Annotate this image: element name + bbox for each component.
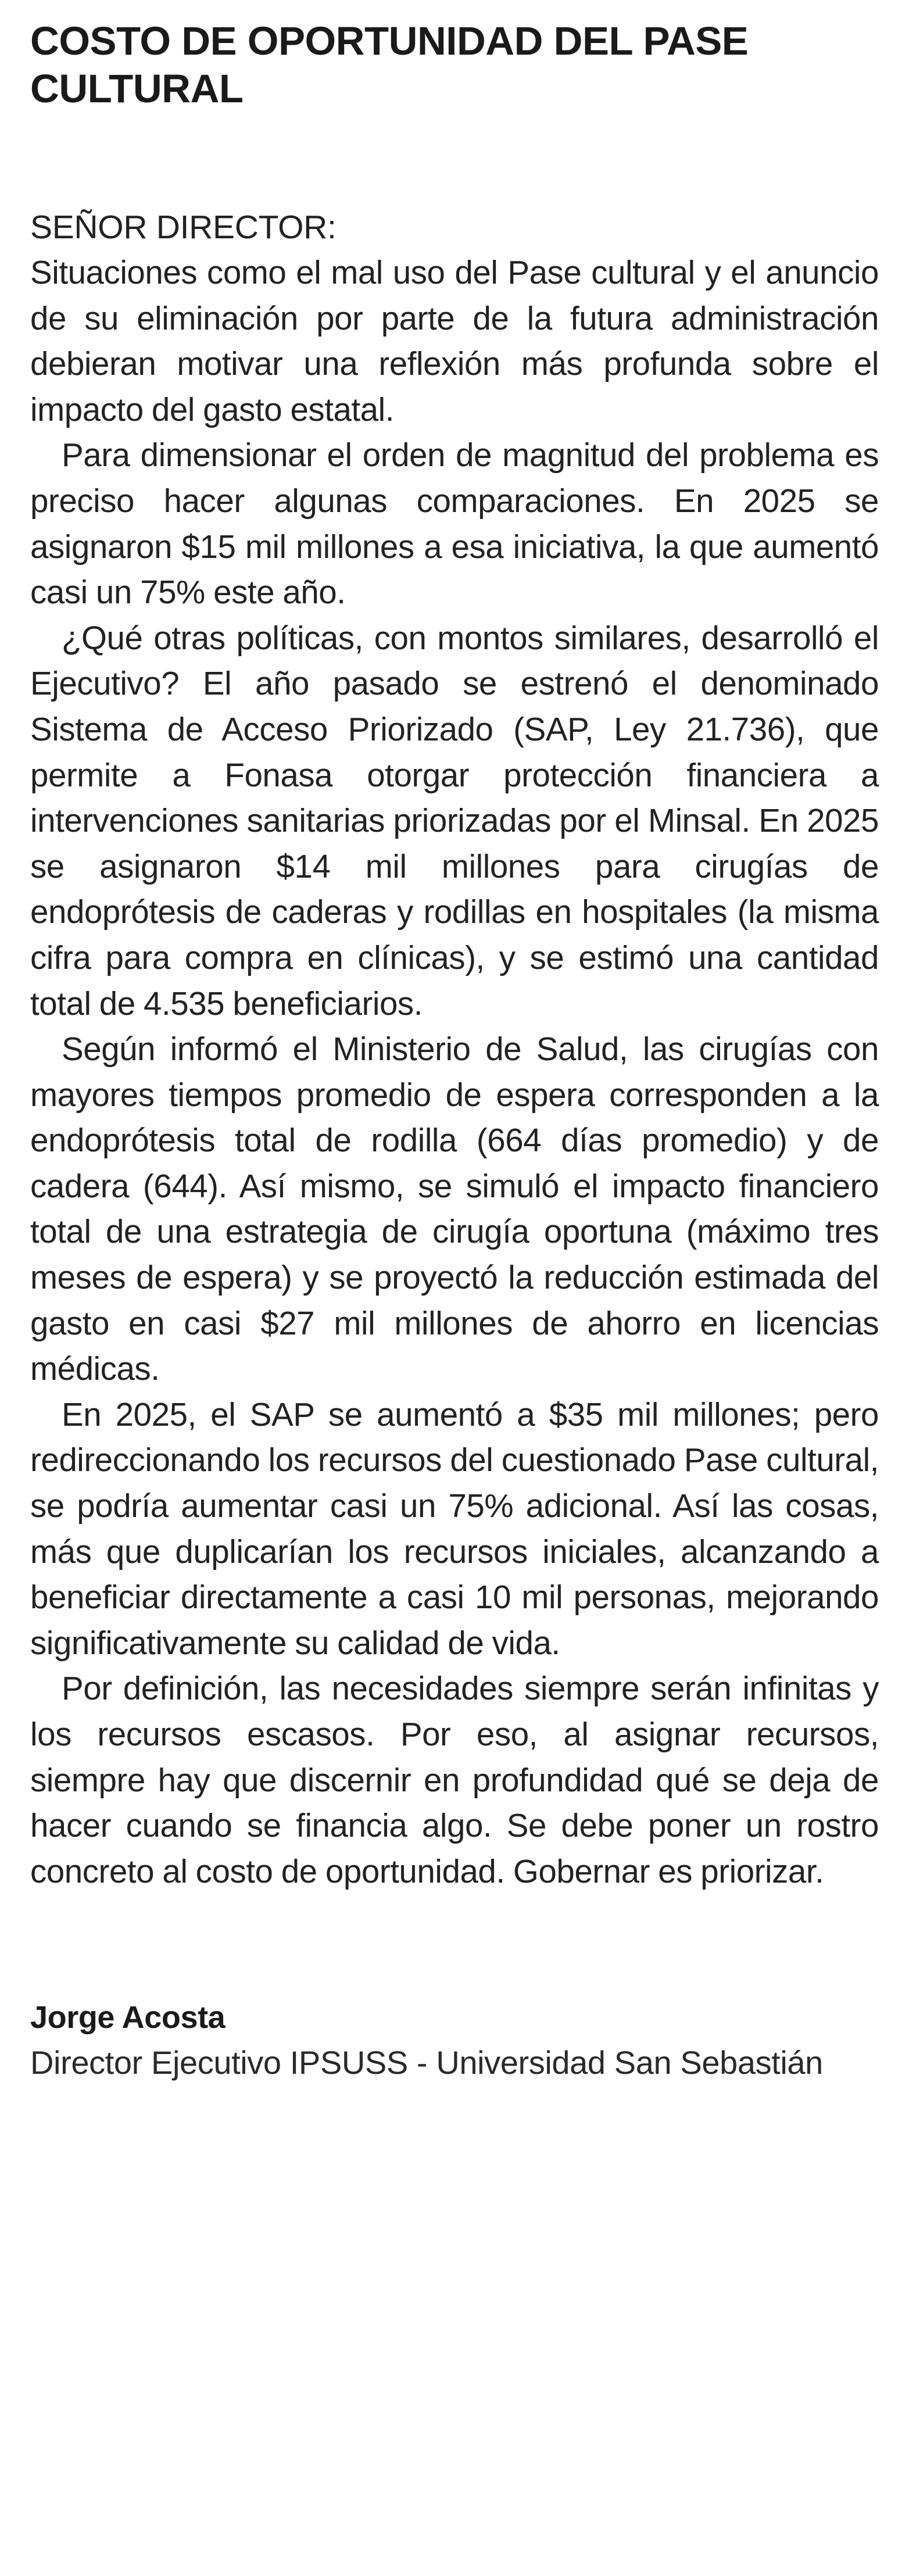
letter-article: [30, 17, 879, 2085]
paragraph-4: Según informó el Ministerio de Salud, las cirugías con mayores tiempos promedio de espera corresponden a la endoprótesis total de rodilla (664 días promedio) y de cadera (644). Así mismo, se simuló el impacto financiero total de una estrategia de cirugía oportuna (máximo tres meses de espera) y se proyectó la reducción estimada del gasto en casi $27 mil millones de ahorro en licencias médicas.: [30, 1031, 879, 1387]
paragraph-5: En 2025, el SAP se aumentó a $35 mil millones; pero redireccionando los recursos del cuestionado Pase cultural, se podría aumentar casi un 75% adicional. Así las cosas, más que duplicarían los recursos iniciales, alcanzando a beneficiar directamente a casi 10 mil personas, mejorando significativamente su calidad de vida.: [30, 1396, 879, 1661]
author-title: Director Ejecutivo IPSUSS - Universidad San Sebastián: [30, 2044, 823, 2081]
paragraph-2: Para dimensionar el orden de magnitud del problema es preciso hacer algunas comparaciones. En 2025 se asignaron $15 mil millones a esa iniciativa, la que aumentó casi un 75% este año.: [30, 437, 879, 611]
paragraph-6: Por definición, las necesidades siempre serán infinitas y los recursos escasos. Por eso, al asignar recursos, siempre hay que discernir en profundidad qué se deja de hacer cuando se financia algo. Se debe poner un rostro concreto al costo de oportunidad. Gobernar es priorizar.: [30, 1670, 879, 1890]
headline: COSTO DE OPORTUNIDAD DEL PASE CULTURAL: [30, 19, 749, 111]
signature-block: [30, 1998, 879, 2085]
paragraph-3: ¿Qué otras políticas, con montos similares, desarrolló el Ejecutivo? El año pasado se estrenó el denominado Sistema de Acceso Priorizado (SAP, Ley 21.736), que permite a Fonasa otorgar protección financiera a intervenciones sanitarias priorizadas por el Minsal. En 2025 se asignaron $14 mil millones para cirugías de endoprótesis de caderas y rodillas en hospitales (la misma cifra para compra en clínicas), y se estimó una cantidad total de 4.535 beneficiarios.: [30, 619, 879, 1022]
author-name: Jorge Acosta: [30, 2000, 226, 2035]
paragraph-1: Situaciones como el mal uso del Pase cultural y el anuncio de su eliminación por parte de la futura administración debieran motivar una reflexión más profunda sobre el impacto del gasto estatal.: [30, 254, 879, 428]
salutation: SEÑOR DIRECTOR:: [30, 209, 337, 246]
letter-body: [30, 250, 879, 1894]
